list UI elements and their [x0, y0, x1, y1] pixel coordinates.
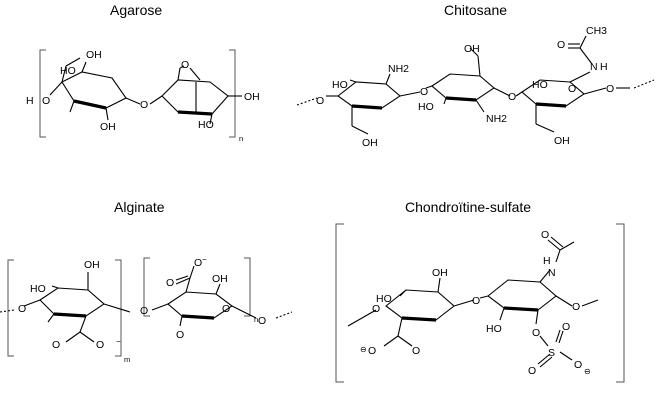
agarose-atom-oh-2: OH: [100, 121, 116, 133]
alginate-subscript-n: n: [254, 315, 259, 324]
agarose-ring-2: [162, 80, 228, 114]
chitosan-atom-oh-2: OH: [362, 137, 378, 149]
agarose-subscript-n: n: [239, 134, 244, 143]
agarose-ring-1: [62, 72, 126, 108]
alginate-atom-oh-2: OH: [212, 273, 228, 285]
svg-text:⊖: ⊖: [584, 367, 591, 376]
chondroitin-atom-o-3: O: [532, 327, 541, 339]
alginate-ring-1: [40, 288, 104, 316]
chondroitin-atom-o-4: O: [562, 321, 571, 333]
chondroitin-atom-o-end: O: [572, 301, 581, 313]
alginate-atom-o-carboxylate-1: O: [96, 339, 105, 351]
chondroitin-sulfate-title: Chondroïtine-sulfate: [405, 199, 532, 215]
chitosan-ring-2: [432, 74, 494, 100]
alginate-atom-o-2: O: [52, 339, 61, 351]
alginate-atom-o-1: O: [18, 303, 27, 315]
alginate-atom-o-carboxylate-2: O: [194, 257, 203, 269]
alginate-structure: [0, 255, 292, 364]
chondroitin-atom-o-carbonyl-2: O: [541, 229, 550, 241]
alginate-title: Alginate: [114, 199, 165, 215]
chitosan-atom-o-link-2: O: [508, 91, 517, 103]
alginate-atom-o-link: O: [140, 305, 149, 317]
chondroitin-ring-1: [386, 290, 454, 320]
chondroitin-atom-ho-2: HO: [486, 323, 502, 335]
agarose-atom-o-bridge: O: [181, 59, 190, 71]
chitosan-atom-ho-3: HO: [532, 79, 548, 91]
chitosan-atom-o-1: O: [316, 95, 325, 107]
chitosan-atom-ho-2: HO: [418, 101, 434, 113]
chitosan-atom-o-link-1: O: [420, 86, 429, 98]
chitosan-atom-nh2-2: NH2: [486, 113, 508, 125]
chondroitin-atom-o-1: O: [372, 303, 381, 315]
agarose-atom-o-link: O: [140, 99, 149, 111]
alginate-atom-o-end: O: [258, 315, 267, 327]
chitosan-structure: [297, 25, 654, 149]
svg-text:−: −: [202, 255, 207, 264]
chitosan-atom-o-ring: O: [568, 83, 577, 95]
alginate-atom-o-4: O: [176, 329, 185, 341]
chitosan-atom-o-end: O: [606, 83, 615, 95]
chitosan-atom-ho-1: HO: [332, 79, 348, 91]
alginate-atom-oh-1: OH: [84, 259, 100, 271]
alginate-atom-o-ring: O: [222, 303, 231, 315]
chondroitin-atom-o-5: O: [528, 365, 537, 377]
alginate-bracket-2-right: [244, 258, 250, 316]
chitosan-atom-ch3: CH3: [586, 25, 608, 37]
chondroitin-atom-ho-1: HO: [376, 293, 392, 305]
agarose-bracket-left: [40, 50, 46, 137]
agarose-title: Agarose: [110, 2, 163, 18]
agarose-atom-oh-3: OH: [244, 91, 260, 103]
chondroitin-sulfate-structure: [336, 224, 624, 382]
agarose-bracket-right: [229, 50, 235, 137]
chondroitin-atom-o-carbonyl-1: O: [412, 345, 421, 357]
chitosan-atom-h: H: [600, 61, 608, 73]
chitosan-atom-o-carbonyl: O: [557, 39, 566, 51]
chitosan-atom-oh-1: OH: [464, 43, 480, 55]
chitosan-atom-oh-3: OH: [554, 135, 570, 147]
alginate-subscript-m: m: [124, 355, 131, 364]
chondroitin-atom-h: H: [543, 255, 551, 267]
agarose-structure: [26, 49, 260, 143]
agarose-atom-ho-2: HO: [198, 119, 214, 131]
chondroitin-atom-o-link: O: [472, 295, 481, 307]
agarose-atom-h: H: [26, 95, 34, 107]
chitosan-atom-n: N: [590, 61, 598, 73]
svg-text:⊖: ⊖: [360, 345, 367, 354]
agarose-atom-o-1: O: [42, 95, 51, 107]
agarose-atom-ho-1: HO: [60, 65, 76, 77]
chondroitin-atom-o-2: O: [368, 345, 377, 357]
chondroitin-atom-oh-1: OH: [432, 267, 448, 279]
chondroitin-atom-n: N: [548, 267, 556, 279]
chondroitin-bracket-right: [616, 224, 624, 382]
agarose-atom-oh-1: OH: [86, 49, 102, 61]
alginate-bracket-1-left: [8, 260, 14, 356]
chondroitin-bracket-left: [336, 224, 344, 382]
svg-text:−: −: [116, 337, 121, 346]
chitosan-atom-nh2-1: NH2: [388, 63, 410, 75]
alginate-atom-ho: HO: [30, 283, 46, 295]
chitosan-title: Chitosane: [444, 2, 508, 18]
chondroitin-ring-2: [488, 280, 556, 310]
chondroitin-atom-s: S: [548, 347, 556, 359]
chondroitin-atom-o-6: O: [574, 359, 583, 371]
alginate-atom-o-3: O: [166, 277, 175, 289]
